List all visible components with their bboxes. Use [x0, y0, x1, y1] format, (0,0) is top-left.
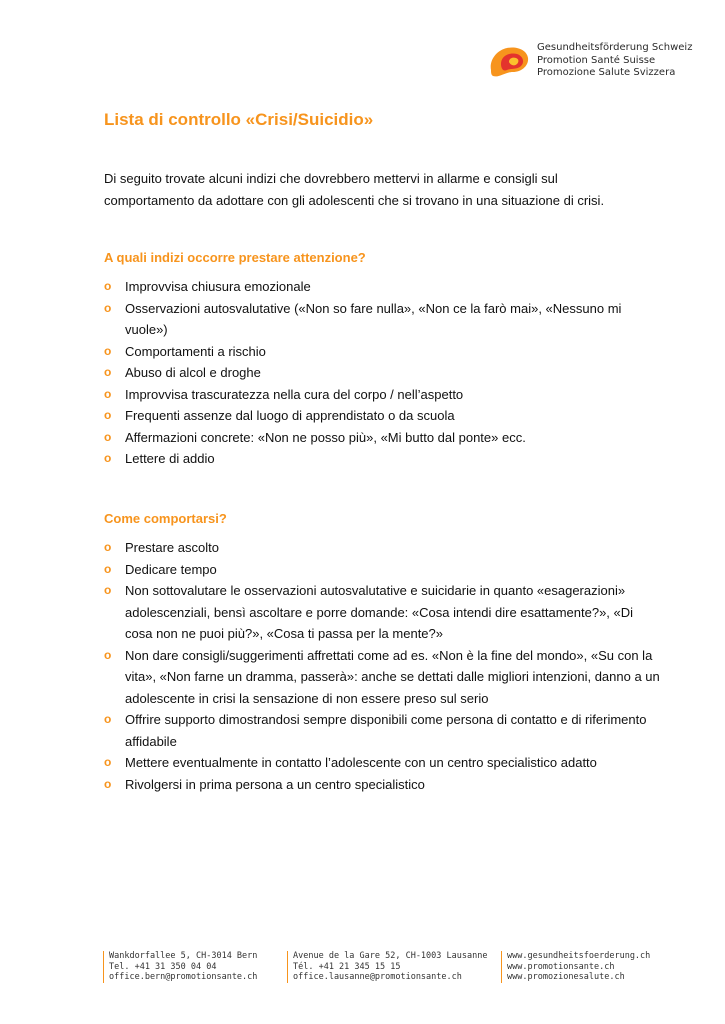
- list-item: [104, 448, 664, 470]
- list-item: [104, 384, 664, 406]
- footer-bern-address: Wankdorfallee 5, CH-3014 Bern: [109, 951, 258, 961]
- list-item-text: Comportamenti a rischio: [125, 343, 266, 359]
- bullet-icon: o: [104, 451, 112, 465]
- footer-website-link[interactable]: www.promotionsante.ch: [507, 961, 615, 972]
- promotion-sante-swirl-logo-icon: [487, 42, 531, 82]
- list-item-text: Frequenti assenze dal luogo di apprendistato o da scuola: [125, 408, 455, 423]
- footer-lausanne-email[interactable]: office.lausanne@promotionsante.ch: [293, 972, 462, 983]
- bullet-icon: o: [104, 343, 112, 358]
- document-title: Lista di controllo «Crisi/Suicidio»: [104, 110, 374, 129]
- list-item: [104, 341, 664, 363]
- list-item-text: Rivolgersi in prima persona a un centro specialistico: [125, 776, 425, 792]
- list-item: [104, 752, 664, 774]
- bullet-icon: o: [104, 365, 112, 379]
- organization-logo: [487, 40, 693, 84]
- bullet-icon: o: [104, 408, 112, 422]
- list-item: [104, 276, 664, 298]
- list-item-text: Lettere di addio: [125, 451, 215, 466]
- footer-bern-phone: Tel. +41 31 350 04 04: [109, 961, 217, 972]
- page-footer: [0, 951, 725, 991]
- bullet-icon: o: [104, 583, 112, 597]
- list-item: [104, 645, 664, 710]
- footer-website-link[interactable]: www.gesundheitsfoerderung.ch: [507, 951, 651, 961]
- section-heading-how-to-behave: Come comportarsi?: [104, 511, 227, 526]
- bullet-icon: o: [104, 647, 112, 662]
- section-heading-warning-signs: A quali indizi occorre prestare attenzione?: [104, 250, 366, 265]
- intro-line-1: Di seguito trovate alcuni indizi che dovrebbero mettervi in allarme e consigli sul: [104, 171, 558, 186]
- list-item-text: Non dare consigli/suggerimenti affrettati come ad es. «Non è la fine del mondo», «Su con la vita», «Non farne un dramma, passerà»: anche se dettati dalle migliori intenzioni, danno a un adolescente in crisi la sensazione di non essere preso sul serio: [125, 647, 660, 706]
- bullet-icon: o: [104, 755, 112, 769]
- list-item: [104, 559, 664, 581]
- footer-lausanne-address: Avenue de la Gare 52, CH-1003 Lausanne: [293, 951, 488, 961]
- bullet-icon: o: [104, 540, 112, 554]
- list-item: [104, 537, 664, 559]
- bullet-icon: o: [104, 300, 112, 315]
- intro-paragraph: [104, 168, 664, 211]
- list-item: [104, 427, 664, 449]
- footer-bern-email[interactable]: office.bern@promotionsante.ch: [109, 972, 258, 983]
- bullet-icon: o: [104, 561, 112, 576]
- list-item: [104, 774, 664, 796]
- list-item-text: Abuso di alcol e droghe: [125, 365, 261, 380]
- warning-signs-list: [104, 276, 664, 470]
- list-item-text: Offrire supporto dimostrandosi sempre disponibili come persona di contatto e di riferimento affidabile: [125, 712, 647, 749]
- list-item-text: Prestare ascolto: [125, 540, 219, 555]
- bullet-icon: o: [104, 279, 112, 293]
- list-item: [104, 362, 664, 384]
- list-item: [104, 298, 664, 341]
- behavior-advice-list: [104, 537, 664, 795]
- intro-line-2: comportamento da adottare con gli adolescenti che si trovano in una situazione di crisi.: [104, 192, 605, 208]
- list-item: [104, 709, 664, 752]
- footer-lausanne-contact: [287, 951, 487, 983]
- logo-line-it: Promozione Salute Svizzera: [537, 67, 676, 78]
- list-item-text: Improvvisa chiusura emozionale: [125, 279, 311, 294]
- bullet-icon: o: [104, 712, 112, 726]
- list-item-text: Improvvisa trascuratezza nella cura del corpo / nell’aspetto: [125, 386, 464, 402]
- bullet-icon: o: [104, 386, 112, 401]
- bullet-icon: o: [104, 776, 112, 791]
- logo-text: [537, 42, 692, 80]
- footer-websites: [501, 951, 650, 983]
- logo-line-de: Gesundheitsförderung Schweiz: [537, 42, 693, 53]
- list-item: [104, 580, 664, 645]
- list-item-text: Non sottovalutare le osservazioni autosvalutative e suicidarie in quanto «esagerazioni» adolescenziali, bensì ascoltare e porre domande: «Cosa intendi dire esattamente?», «Di cosa non ne puoi più?», «Cosa ti passa per la mente?»: [125, 583, 634, 641]
- list-item-text: Mettere eventualmente in contatto l’adolescente con un centro specialistico adatto: [125, 755, 597, 770]
- logo-line-fr: Promotion Santé Suisse: [537, 54, 656, 66]
- list-item: [104, 405, 664, 427]
- bullet-icon: o: [104, 429, 112, 444]
- footer-bern-contact: [103, 951, 257, 983]
- list-item-text: Affermazioni concrete: «Non ne posso più», «Mi butto dal ponte» ecc.: [125, 429, 526, 445]
- footer-website-link[interactable]: www.promozionesalute.ch: [507, 972, 625, 983]
- list-item-text: Dedicare tempo: [125, 561, 217, 577]
- footer-lausanne-phone: Tél. +41 21 345 15 15: [293, 961, 401, 972]
- list-item-text: Osservazioni autosvalutative («Non so fare nulla», «Non ce la farò mai», «Nessuno mi vuole»): [125, 300, 622, 337]
